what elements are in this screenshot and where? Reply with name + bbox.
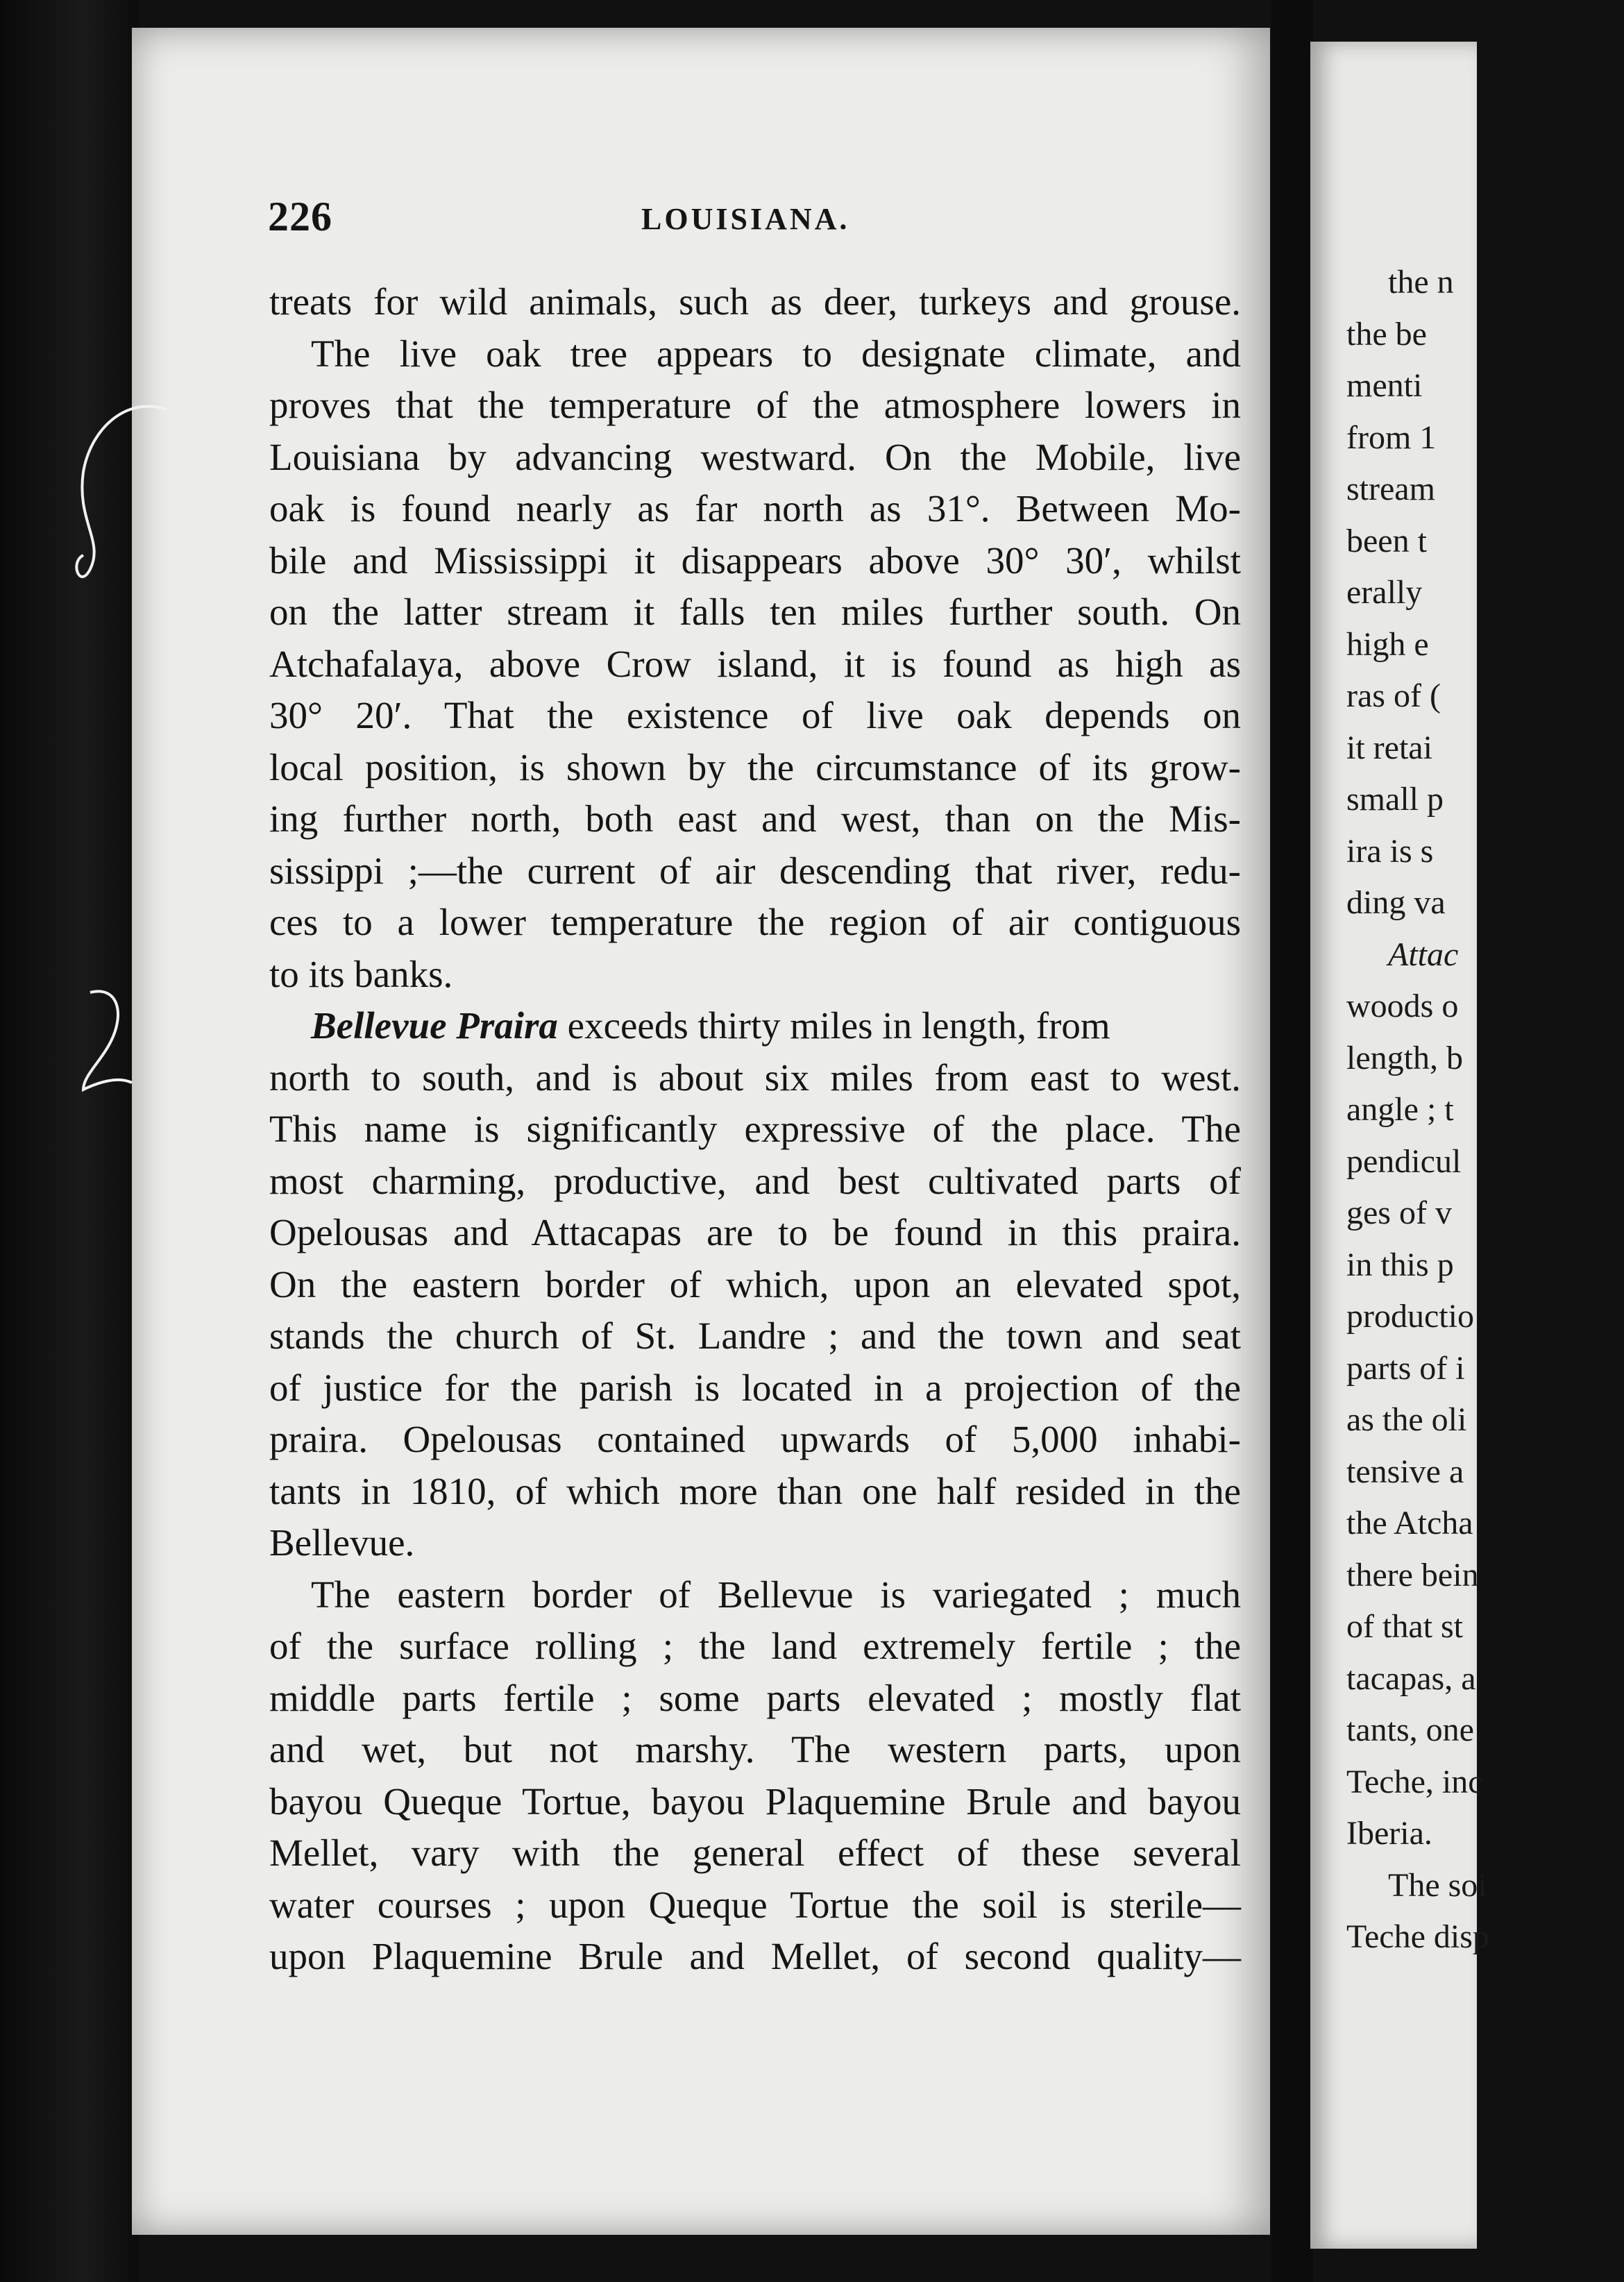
facing-page (1310, 42, 1489, 2249)
facing-line: of that st (1346, 1608, 1463, 1645)
facing-line: productio (1346, 1298, 1474, 1335)
facing-line: parts of i (1346, 1349, 1465, 1387)
text-line: local position, is shown by the circumstance of its grow- (269, 745, 1241, 788)
facing-line: in this p (1346, 1246, 1454, 1283)
text-line: tants in 1810, of which more than one half resided in the (269, 1469, 1241, 1512)
text-line: On the eastern border of which, upon an elevated spot, (269, 1262, 1241, 1305)
text-line: of the surface rolling ; the land extremely fertile ; the (269, 1625, 1241, 1667)
text-line: praira. Opelousas contained upwards of 5,000 inhabi- (269, 1418, 1241, 1460)
text-line: to its banks. (269, 952, 453, 995)
text-line: north to south, and is about six miles from east to west. (269, 1056, 1241, 1099)
left-page (132, 28, 1270, 2235)
text-line: This name is significantly expressive of the place. The (269, 1108, 1241, 1150)
facing-line: tacapas, a (1346, 1659, 1476, 1697)
facing-line: The soi (1388, 1866, 1487, 1904)
facing-line: ras of ( (1346, 677, 1441, 714)
facing-line: Attac (1388, 936, 1459, 973)
facing-line: Teche disp (1346, 1918, 1489, 1955)
text-line: The eastern border of Bellevue is variegated ; much (311, 1573, 1241, 1616)
page-number: 226 (268, 194, 332, 239)
text-line: Mellet, vary with the general effect of these several (269, 1832, 1241, 1874)
margin-bracket-mark (76, 407, 167, 577)
facing-line: it retai (1346, 729, 1432, 766)
page-header (132, 193, 1242, 242)
main-text (269, 276, 1241, 1983)
margin-scribble (42, 389, 194, 1152)
text-line: Louisiana by advancing westward. On the Mobile, live (269, 435, 1241, 478)
text-line: Atchafalaya, above Crow island, it is found as high as (269, 642, 1241, 685)
text-line-continuation: exceeds thirty miles in length, from (557, 1004, 1110, 1047)
facing-line: tensive a (1346, 1453, 1464, 1490)
text-line: proves that the temperature of the atmosphere lowers in (269, 384, 1241, 426)
facing-line: the be (1346, 315, 1427, 353)
text-line: stands the church of St. Landre ; and the town and seat (269, 1315, 1241, 1357)
facing-line: as the oli (1346, 1401, 1467, 1438)
facing-line: small p (1346, 781, 1444, 818)
text-line: treats for wild animals, such as deer, turkeys and grouse. (269, 280, 1241, 323)
facing-line: the Atcha (1346, 1505, 1473, 1541)
facing-line: ding va (1346, 884, 1446, 921)
text-line: Opelousas and Attacapas are to be found in this praira. (269, 1211, 1241, 1253)
text-line: upon Plaquemine Brule and Mellet, of second quality— (269, 1935, 1241, 1977)
text-line: most charming, productive, and best cultivated parts of (269, 1159, 1241, 1202)
facing-line: woods o (1346, 988, 1459, 1024)
margin-number-mark (83, 991, 132, 1090)
facing-line: Iberia. (1346, 1815, 1432, 1852)
facing-line: angle ; t (1346, 1091, 1454, 1128)
text-line: Bellevue. (269, 1521, 415, 1564)
facing-line: been t (1346, 522, 1427, 559)
place-name-bellevue-praira: Bellevue Praira (311, 1004, 558, 1047)
facing-line: ges of v (1346, 1194, 1452, 1231)
text-line (269, 1000, 1241, 1052)
text-line: The live oak tree appears to designate climate, and (311, 332, 1241, 375)
text-line: 30° 20′. That the existence of live oak depends on (269, 694, 1241, 736)
facing-line: stream (1346, 471, 1435, 507)
text-line: bile and Mississippi it disappears above 30° 30′, whilst (269, 539, 1241, 582)
facing-line: there bein (1346, 1556, 1479, 1594)
text-line: and wet, but not marshy. The western parts, upon (269, 1728, 1241, 1770)
facing-line: high e (1346, 625, 1429, 663)
text-line: of justice for the parish is located in a projection of the (269, 1366, 1241, 1409)
facing-line: erally (1346, 574, 1423, 611)
facing-page-text (1346, 257, 1624, 1963)
text-line: water courses ; upon Queque Tortue the soil is sterile— (269, 1883, 1241, 1926)
facing-line: from 1 (1346, 419, 1437, 456)
facing-line: menti (1346, 367, 1423, 404)
text-line: oak is found nearly as far north as 31°. Between Mo- (269, 487, 1241, 530)
running-head: LOUISIANA. (641, 202, 850, 236)
text-line: on the latter stream it falls ten miles further south. On (269, 591, 1241, 633)
text-line: bayou Queque Tortue, bayou Plaquemine Brule and bayou (269, 1780, 1241, 1823)
facing-line: length, b (1346, 1039, 1463, 1076)
text-line: middle parts fertile ; some parts elevated ; mostly flat (269, 1676, 1241, 1719)
text-line: ces to a lower temperature the region of air contiguous (269, 901, 1241, 943)
facing-line: pendicul (1346, 1142, 1462, 1180)
facing-line: ira is s (1346, 832, 1434, 870)
facing-line: the n (1388, 264, 1454, 301)
facing-line: tants, one (1346, 1712, 1474, 1748)
text-line: ing further north, both east and west, than on the Mis- (269, 797, 1241, 840)
page-gutter (1271, 0, 1313, 2282)
facing-line: Teche, inc (1346, 1763, 1483, 1800)
text-line: sissippi ;—the current of air descending that river, redu- (269, 849, 1241, 892)
